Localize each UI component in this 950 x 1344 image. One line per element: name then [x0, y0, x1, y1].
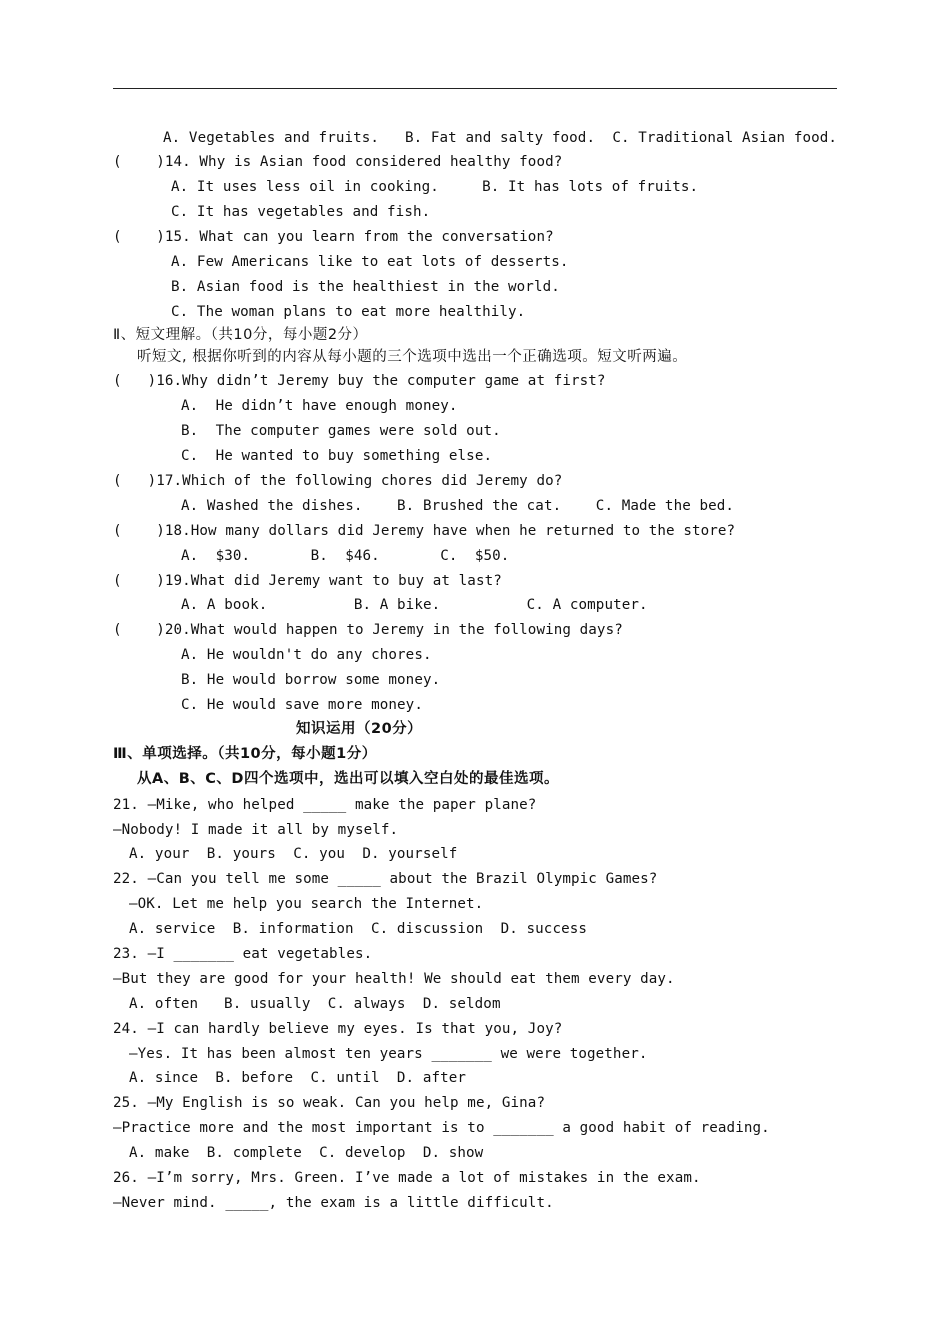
q14-option-c: C. It has vegetables and fish. [171, 204, 431, 220]
q16-question: ( )16.Why didn’t Jeremy buy the computer game at first? [113, 373, 606, 389]
q26-reply: —Never mind. _____, the exam is a little difficult. [113, 1195, 554, 1211]
q19-question: ( )19.What did Jeremy want to buy at last? [113, 573, 502, 589]
q23-question: 23. —I _______ eat vegetables. [113, 946, 373, 962]
q24-question: 24. —I can hardly believe my eyes. Is that you, Joy? [113, 1021, 563, 1037]
part-knowledge-heading: 知识运用（20分） [296, 721, 423, 737]
q17-options: A. Washed the dishes. B. Brushed the cat. C. Made the bed. [181, 498, 735, 514]
q23-reply: —But they are good for your health! We should eat them every day. [113, 971, 675, 987]
q22-options: A. service B. information C. discussion D. success [129, 921, 588, 937]
section-2-instructions: 听短文, 根据你听到的内容从每小题的三个选项中选出一个正确选项。短文听两遍。 [137, 349, 688, 365]
q26-question: 26. —I’m sorry, Mrs. Green. I’ve made a lot of mistakes in the exam. [113, 1170, 701, 1186]
q25-reply: —Practice more and the most important is to _______ a good habit of reading. [113, 1120, 770, 1136]
q16-option-c: C. He wanted to buy something else. [181, 448, 493, 464]
q21-question: 21. —Mike, who helped _____ make the paper plane? [113, 797, 537, 813]
section-3-instructions: 从A、B、C、D四个选项中，选出可以填入空白处的最佳选项。 [137, 771, 559, 787]
q16-option-a: A. He didn’t have enough money. [181, 398, 458, 414]
q25-options: A. make B. complete C. develop D. show [129, 1145, 484, 1161]
q19-options: A. A book. B. A bike. C. A computer. [181, 597, 648, 613]
q14-options-ab: A. It uses less oil in cooking. B. It has lots of fruits. [171, 179, 699, 195]
q22-question: 22. —Can you tell me some _____ about the Brazil Olympic Games? [113, 871, 658, 887]
q24-options: A. since B. before C. until D. after [129, 1070, 467, 1086]
section-3-heading: Ⅲ、单项选择。（共10分，每小题1分） [113, 746, 377, 762]
section-2-heading: Ⅱ、短文理解。（共10分，每小题2分） [113, 327, 368, 343]
q20-question: ( )20.What would happen to Jeremy in the following days? [113, 622, 623, 638]
q23-options: A. often B. usually C. always D. seldom [129, 996, 501, 1012]
q18-options: A. $30. B. $46. C. $50. [181, 548, 510, 564]
q20-option-c: C. He would save more money. [181, 697, 423, 713]
q21-reply: —Nobody! I made it all by myself. [113, 822, 399, 838]
q21-options: A. your B. yours C. you D. yourself [129, 846, 458, 862]
q16-option-b: B. The computer games were sold out. [181, 423, 501, 439]
q18-question: ( )18.How many dollars did Jeremy have when he returned to the store? [113, 523, 736, 539]
q25-question: 25. —My English is so weak. Can you help me, Gina? [113, 1095, 546, 1111]
q15-question: ( )15. What can you learn from the conversation? [113, 229, 554, 245]
q14-question: ( )14. Why is Asian food considered healthy food? [113, 154, 563, 170]
q15-option-a: A. Few Americans like to eat lots of desserts. [171, 254, 569, 270]
q22-reply: —OK. Let me help you search the Internet. [129, 896, 484, 912]
header-rule [113, 88, 837, 89]
q24-reply: —Yes. It has been almost ten years _______ we were together. [129, 1046, 648, 1062]
q15-option-c: C. The woman plans to eat more healthily. [171, 304, 526, 320]
q13-options: A. Vegetables and fruits. B. Fat and salty food. C. Traditional Asian food. [163, 130, 838, 146]
q17-question: ( )17.Which of the following chores did Jeremy do? [113, 473, 563, 489]
q20-option-b: B. He would borrow some money. [181, 672, 441, 688]
q15-option-b: B. Asian food is the healthiest in the world. [171, 279, 560, 295]
q20-option-a: A. He wouldn't do any chores. [181, 647, 432, 663]
